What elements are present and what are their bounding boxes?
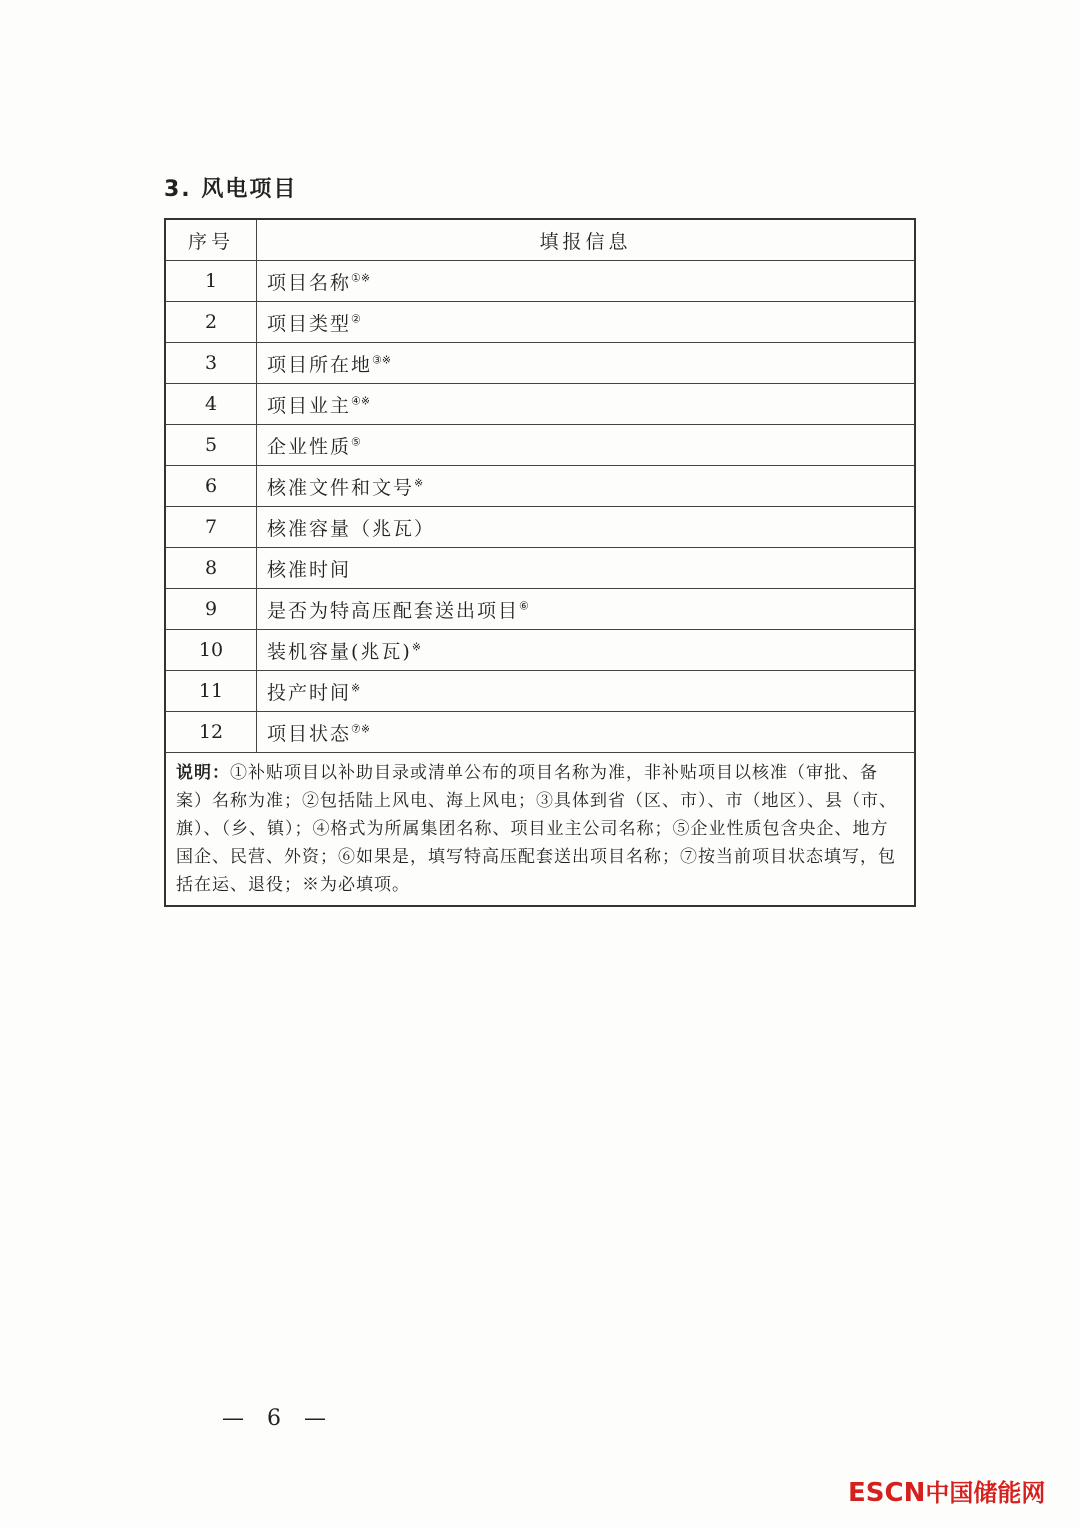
- wind-project-form-table: [164, 218, 916, 907]
- row-footnote-mark: ※: [414, 476, 424, 490]
- row-footnote-mark: ⑤: [351, 435, 361, 449]
- row-info: [257, 302, 916, 343]
- table-row: [165, 302, 915, 343]
- row-footnote-mark: ※: [351, 681, 361, 695]
- row-footnote-mark: ③※: [372, 353, 392, 367]
- row-seq: 11: [165, 671, 257, 712]
- row-label: 核准文件和文号: [267, 476, 415, 499]
- row-seq: 12: [165, 712, 257, 753]
- row-label: 核准容量（兆瓦）: [267, 517, 436, 540]
- note-lead: 说明：: [176, 763, 230, 783]
- row-label: 项目状态: [267, 722, 352, 745]
- row-seq: 8: [165, 548, 257, 589]
- row-seq: 4: [165, 384, 257, 425]
- row-seq: 7: [165, 507, 257, 548]
- table-row: [165, 630, 915, 671]
- table-header-row: [165, 219, 915, 261]
- row-label: 装机容量(兆瓦): [267, 640, 412, 663]
- row-info: [257, 712, 916, 753]
- row-info: [257, 261, 916, 302]
- header-info: 填报信息: [257, 219, 916, 261]
- table-row: [165, 343, 915, 384]
- row-footnote-mark: ⑥: [519, 599, 529, 613]
- row-seq: 3: [165, 343, 257, 384]
- row-label: 企业性质: [267, 435, 352, 458]
- row-seq: 9: [165, 589, 257, 630]
- logo-latin: ESCN: [848, 1478, 926, 1508]
- section-heading: 3. 风电项目: [164, 177, 298, 202]
- row-footnote-mark: ①※: [351, 271, 371, 285]
- page-number: — 6 —: [222, 1406, 334, 1431]
- row-info: [257, 548, 916, 589]
- row-info: [257, 507, 916, 548]
- table-row: [165, 261, 915, 302]
- row-footnote-mark: ②: [351, 312, 361, 326]
- row-label: 项目业主: [267, 394, 352, 417]
- row-label: 项目名称: [267, 271, 352, 294]
- row-label: 是否为特高压配套送出项目: [267, 599, 520, 622]
- row-footnote-mark: ※: [411, 640, 422, 654]
- row-info: [257, 343, 916, 384]
- logo-cn: 中国储能网: [925, 1479, 1046, 1507]
- row-seq: 1: [165, 261, 257, 302]
- note-cell: [165, 753, 915, 907]
- table-row: [165, 425, 915, 466]
- header-seq: 序号: [165, 219, 257, 261]
- table-row: [165, 466, 915, 507]
- note-text: ①补贴项目以补助目录或清单公布的项目名称为准，非补贴项目以核准（审批、备案）名称为准；②包括陆上风电、海上风电；③具体到省（区、市）、市（地区）、县（市、旗）、（乡、镇）；④格式为所属集团名称、项目业主公司名称；⑤企业性质包含央企、地方国企、民营、外资；⑥如果是，填写特高压配套送出项目名称；⑦按当前项目状态填写，包括在运、退役；※为必填项。: [176, 763, 897, 895]
- row-info: [257, 425, 916, 466]
- row-footnote-mark: ④※: [351, 394, 371, 408]
- note-row: [165, 753, 915, 907]
- table-row: [165, 671, 915, 712]
- escn-logo: [848, 1473, 1045, 1508]
- row-info: [257, 466, 916, 507]
- row-info: [257, 671, 916, 712]
- row-info: [257, 630, 916, 671]
- table-row: [165, 589, 915, 630]
- table-row: [165, 507, 915, 548]
- row-label: 项目所在地: [267, 353, 373, 376]
- row-seq: 6: [165, 466, 257, 507]
- row-footnote-mark: ⑦※: [351, 722, 371, 736]
- row-label: 投产时间: [267, 681, 352, 704]
- row-label: 项目类型: [267, 312, 352, 335]
- table-row: [165, 712, 915, 753]
- row-info: [257, 589, 916, 630]
- table-row: [165, 548, 915, 589]
- row-seq: 2: [165, 302, 257, 343]
- row-seq: 10: [165, 630, 257, 671]
- row-label: 核准时间: [267, 558, 352, 581]
- table-row: [165, 384, 915, 425]
- row-seq: 5: [165, 425, 257, 466]
- row-info: [257, 384, 916, 425]
